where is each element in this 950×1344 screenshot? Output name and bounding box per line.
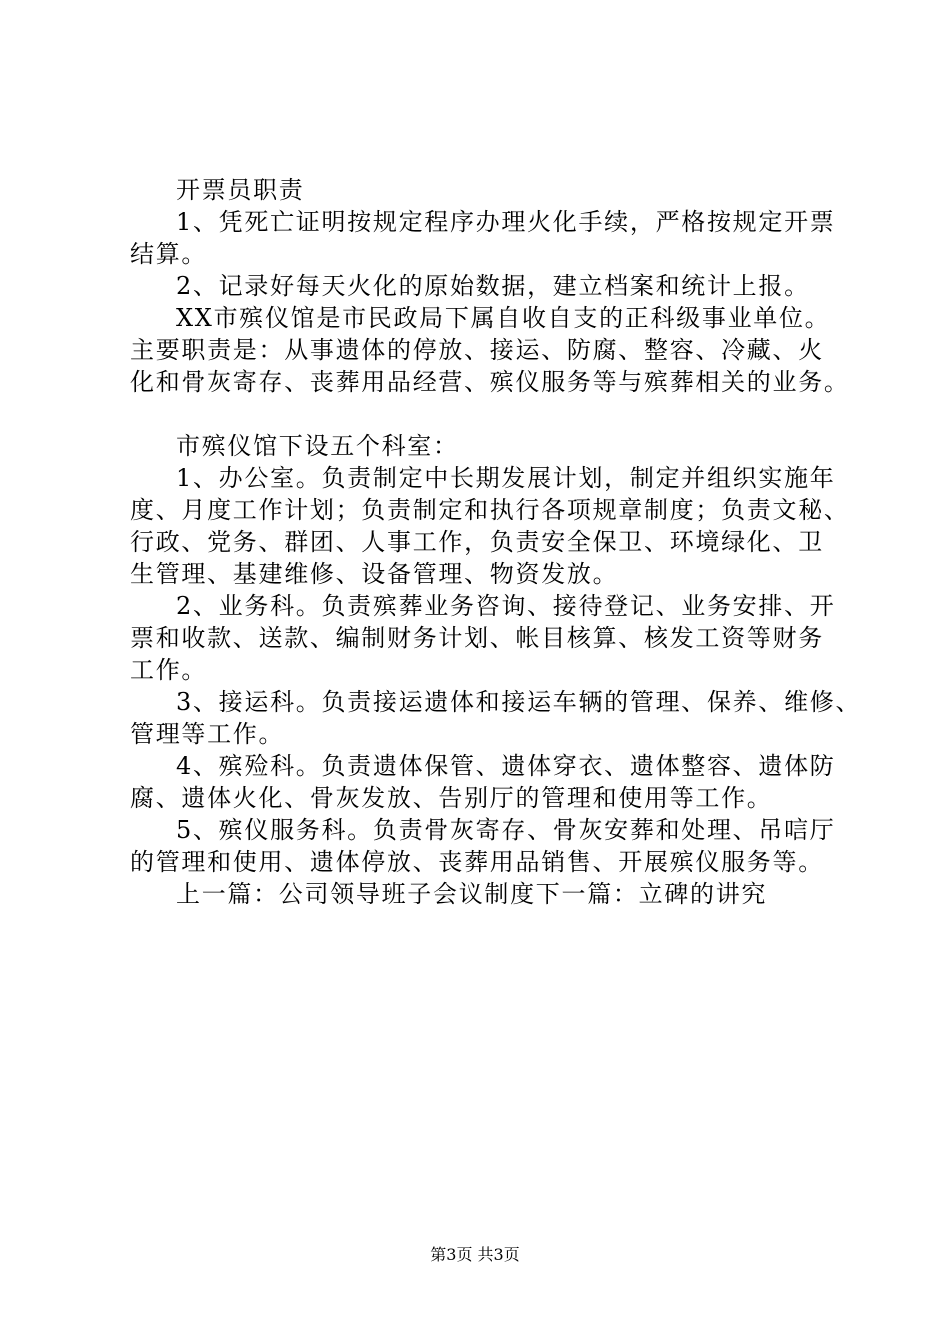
paragraph-line: 的管理和使用、遗体停放、丧葬用品销售、开展殡仪服务等。 — [130, 848, 824, 876]
paragraph-line: XX市殡仪馆是市民政局下属自收自支的正科级事业单位。 — [176, 304, 831, 332]
paragraph-line: 3、接运科。负责接运遗体和接运车辆的管理、保养、维修、 — [176, 688, 862, 716]
prev-next-links[interactable]: 上一篇：公司领导班子会议制度下一篇：立碑的讲究 — [176, 880, 768, 908]
paragraph-line: 2、业务科。负责殡葬业务咨询、接待登记、业务安排、开 — [176, 592, 836, 620]
paragraph-line: 工作。 — [130, 656, 208, 684]
paragraph-line: 化和骨灰寄存、丧葬用品经营、殡仪服务等与殡葬相关的业务。 — [130, 368, 850, 396]
paragraph-line: 腐、遗体火化、骨灰发放、告别厅的管理和使用等工作。 — [130, 784, 773, 812]
paragraph-line: 行政、党务、群团、人事工作，负责安全保卫、环境绿化、卫 — [130, 528, 824, 556]
paragraph-line: 5、殡仪服务科。负责骨灰寄存、骨灰安葬和处理、吊唁厅 — [176, 816, 836, 844]
section-heading: 开票员职责 — [176, 176, 305, 204]
section-heading: 市殡仪馆下设五个科室： — [176, 432, 459, 460]
paragraph-line: 主要职责是：从事遗体的停放、接运、防腐、整容、冷藏、火 — [130, 336, 824, 364]
paragraph-line: 票和收款、送款、编制财务计划、帐目核算、核发工资等财务 — [130, 624, 824, 652]
paragraph-line: 4、殡殓科。负责遗体保管、遗体穿衣、遗体整容、遗体防 — [176, 752, 836, 780]
paragraph-line: 度、月度工作计划；负责制定和执行各项规章制度；负责文秘、 — [130, 496, 850, 524]
paragraph-line: 管理等工作。 — [130, 720, 285, 748]
document-body — [130, 174, 862, 910]
paragraph-line: 1、凭死亡证明按规定程序办理火化手续，严格按规定开票 — [176, 208, 836, 236]
paragraph-line: 结算。 — [130, 240, 208, 268]
paragraph-line: 2、记录好每天火化的原始数据，建立档案和统计上报。 — [176, 272, 810, 300]
page-number: 第3页 共3页 — [430, 1245, 520, 1264]
paragraph-line: 生管理、基建维修、设备管理、物资发放。 — [130, 560, 619, 588]
paragraph-line: 1、办公室。负责制定中长期发展计划，制定并组织实施年 — [176, 464, 836, 492]
paragraph-gap — [130, 398, 830, 430]
